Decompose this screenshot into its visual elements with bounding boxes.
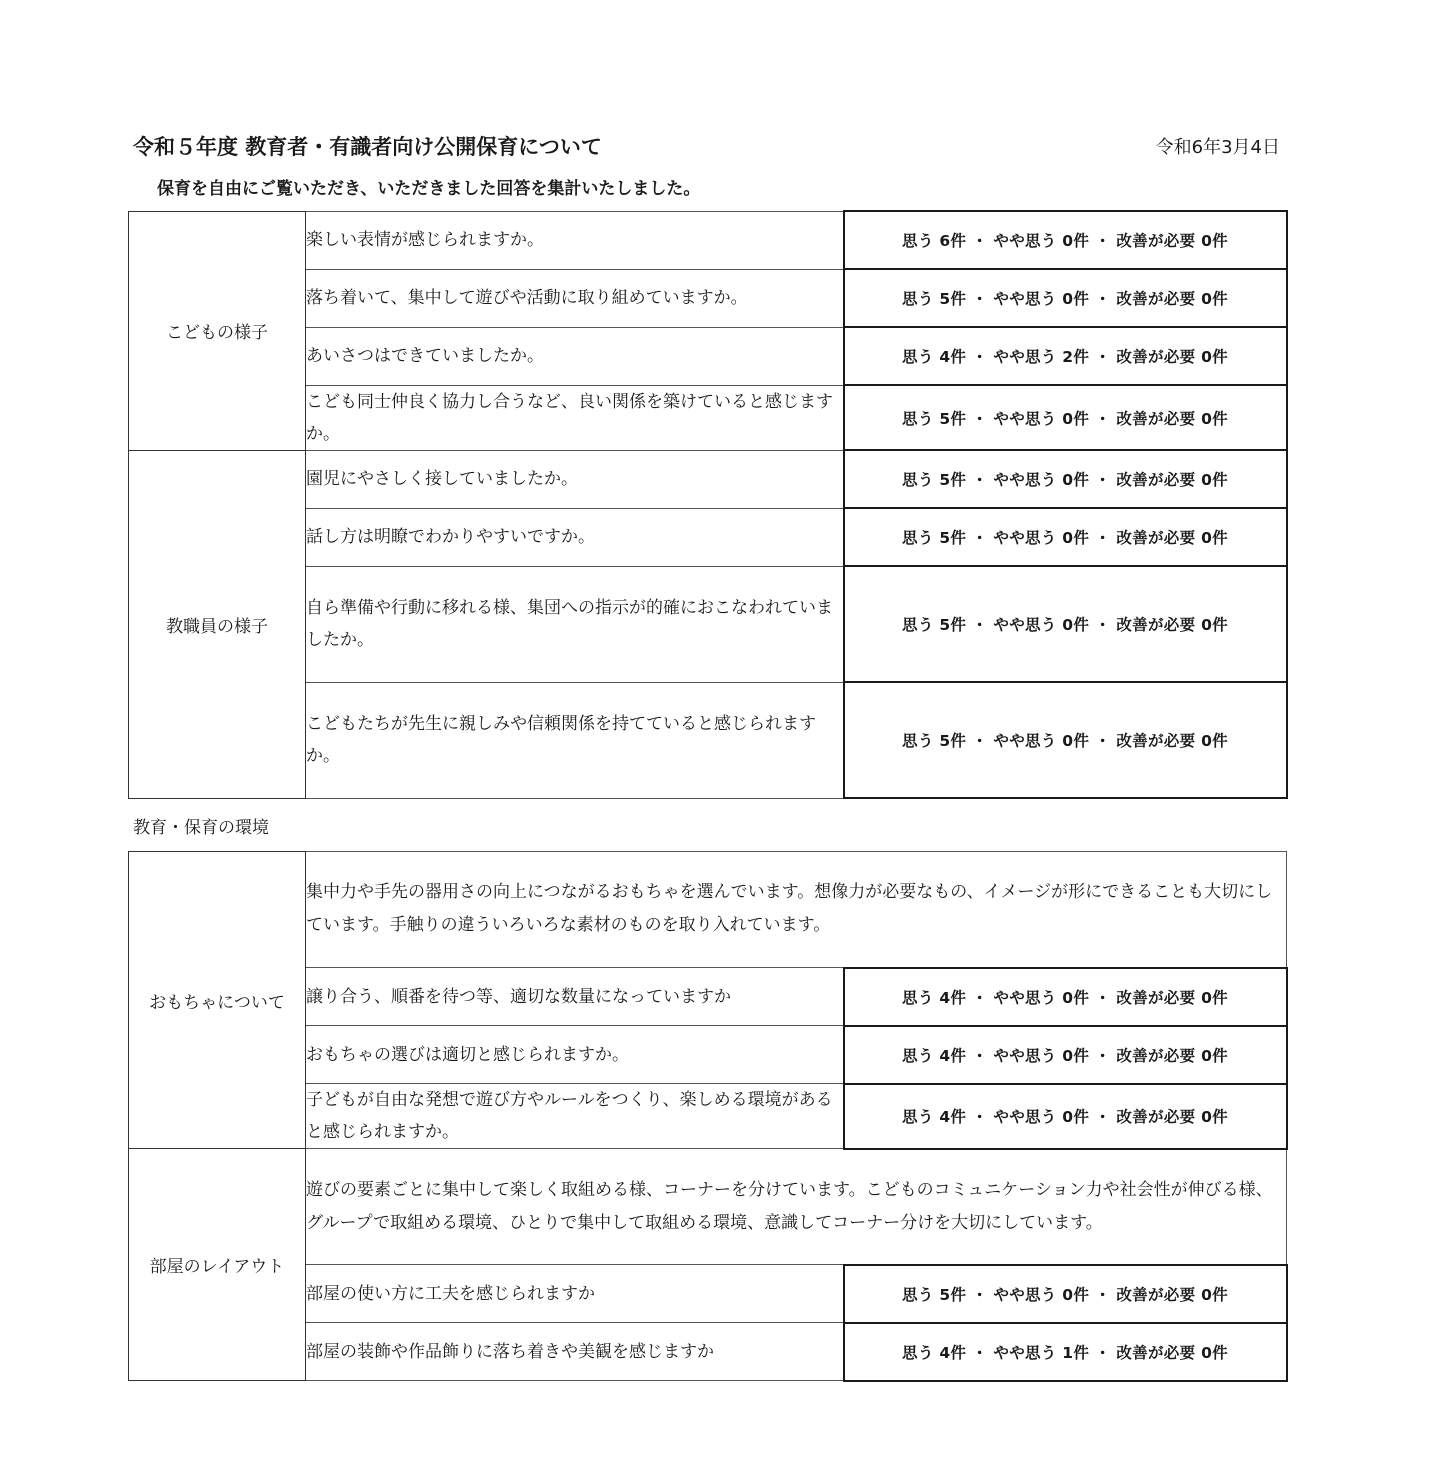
- table-row: [129, 852, 1287, 968]
- description-cell: 集中力や手先の器用さの向上につながるおもちゃを選んでいます。想像力が必要なもの、イメージが形にできることも大切にしています。手触りの違ういろいろな素材のものを取り入れています。: [306, 852, 1287, 968]
- page-subtitle: 保育を自由にご覧いただき、いただきました回答を集計いたしました。: [157, 179, 701, 199]
- result-cell: 思う 5件 ・ やや思う 0件 ・ 改善が必要 0件: [844, 269, 1287, 327]
- question-cell: 部屋の装飾や作品飾りに落ち着きや美観を感じますか: [306, 1323, 844, 1381]
- section-heading: 教育・保育の環境: [133, 818, 269, 838]
- category-cell: おもちゃについて: [129, 852, 306, 1149]
- question-cell: 子どもが自由な発想で遊び方やルールをつくり、楽しめる環境があると感じられますか。: [306, 1084, 844, 1149]
- category-cell: 教職員の様子: [129, 450, 306, 798]
- question-cell: こどもたちが先生に親しみや信頼関係を持てていると感じられますか。: [306, 682, 844, 798]
- question-cell: 話し方は明瞭でわかりやすいですか。: [306, 508, 844, 566]
- question-cell: おもちゃの選びは適切と感じられますか。: [306, 1026, 844, 1084]
- result-cell: 思う 4件 ・ やや思う 0件 ・ 改善が必要 0件: [844, 968, 1287, 1026]
- result-cell: 思う 5件 ・ やや思う 0件 ・ 改善が必要 0件: [844, 508, 1287, 566]
- table-row: [129, 211, 1287, 269]
- category-cell: 部屋のレイアウト: [129, 1149, 306, 1381]
- result-cell: 思う 5件 ・ やや思う 0件 ・ 改善が必要 0件: [844, 682, 1287, 798]
- question-cell: 部屋の使い方に工夫を感じられますか: [306, 1265, 844, 1323]
- question-cell: 落ち着いて、集中して遊びや活動に取り組めていますか。: [306, 269, 844, 327]
- result-cell: 思う 5件 ・ やや思う 0件 ・ 改善が必要 0件: [844, 450, 1287, 508]
- description-cell: 遊びの要素ごとに集中して楽しく取組める様、コーナーを分けています。こどものコミュニケーション力や社会性が伸びる様、グループで取組める環境、ひとりで集中して取組める環境、意識してコーナー分けを大切にしています。: [306, 1149, 1287, 1265]
- table-row: [129, 1149, 1287, 1265]
- result-cell: 思う 4件 ・ やや思う 0件 ・ 改善が必要 0件: [844, 1084, 1287, 1149]
- report-date: 令和6年3月4日: [1155, 137, 1280, 158]
- question-cell: こども同士仲良く協力し合うなど、良い関係を築けていると感じますか。: [306, 385, 844, 450]
- question-cell: 楽しい表情が感じられますか。: [306, 211, 844, 269]
- question-cell: 譲り合う、順番を待つ等、適切な数量になっていますか: [306, 968, 844, 1026]
- category-cell: こどもの様子: [129, 211, 306, 450]
- result-cell: 思う 5件 ・ やや思う 0件 ・ 改善が必要 0件: [844, 1265, 1287, 1323]
- result-cell: 思う 6件 ・ やや思う 0件 ・ 改善が必要 0件: [844, 211, 1287, 269]
- result-cell: 思う 4件 ・ やや思う 1件 ・ 改善が必要 0件: [844, 1323, 1287, 1381]
- result-cell: 思う 5件 ・ やや思う 0件 ・ 改善が必要 0件: [844, 566, 1287, 682]
- result-cell: 思う 5件 ・ やや思う 0件 ・ 改善が必要 0件: [844, 385, 1287, 450]
- question-cell: 自ら準備や行動に移れる様、集団への指示が的確におこなわれていましたか。: [306, 566, 844, 682]
- table-row: [129, 450, 1287, 508]
- survey-table-environment: [128, 851, 1288, 1382]
- page-title: 令和５年度 教育者・有識者向け公開保育について: [133, 135, 602, 159]
- result-cell: 思う 4件 ・ やや思う 2件 ・ 改善が必要 0件: [844, 327, 1287, 385]
- question-cell: あいさつはできていましたか。: [306, 327, 844, 385]
- question-cell: 園児にやさしく接していましたか。: [306, 450, 844, 508]
- survey-table-children-staff: [128, 210, 1288, 799]
- result-cell: 思う 4件 ・ やや思う 0件 ・ 改善が必要 0件: [844, 1026, 1287, 1084]
